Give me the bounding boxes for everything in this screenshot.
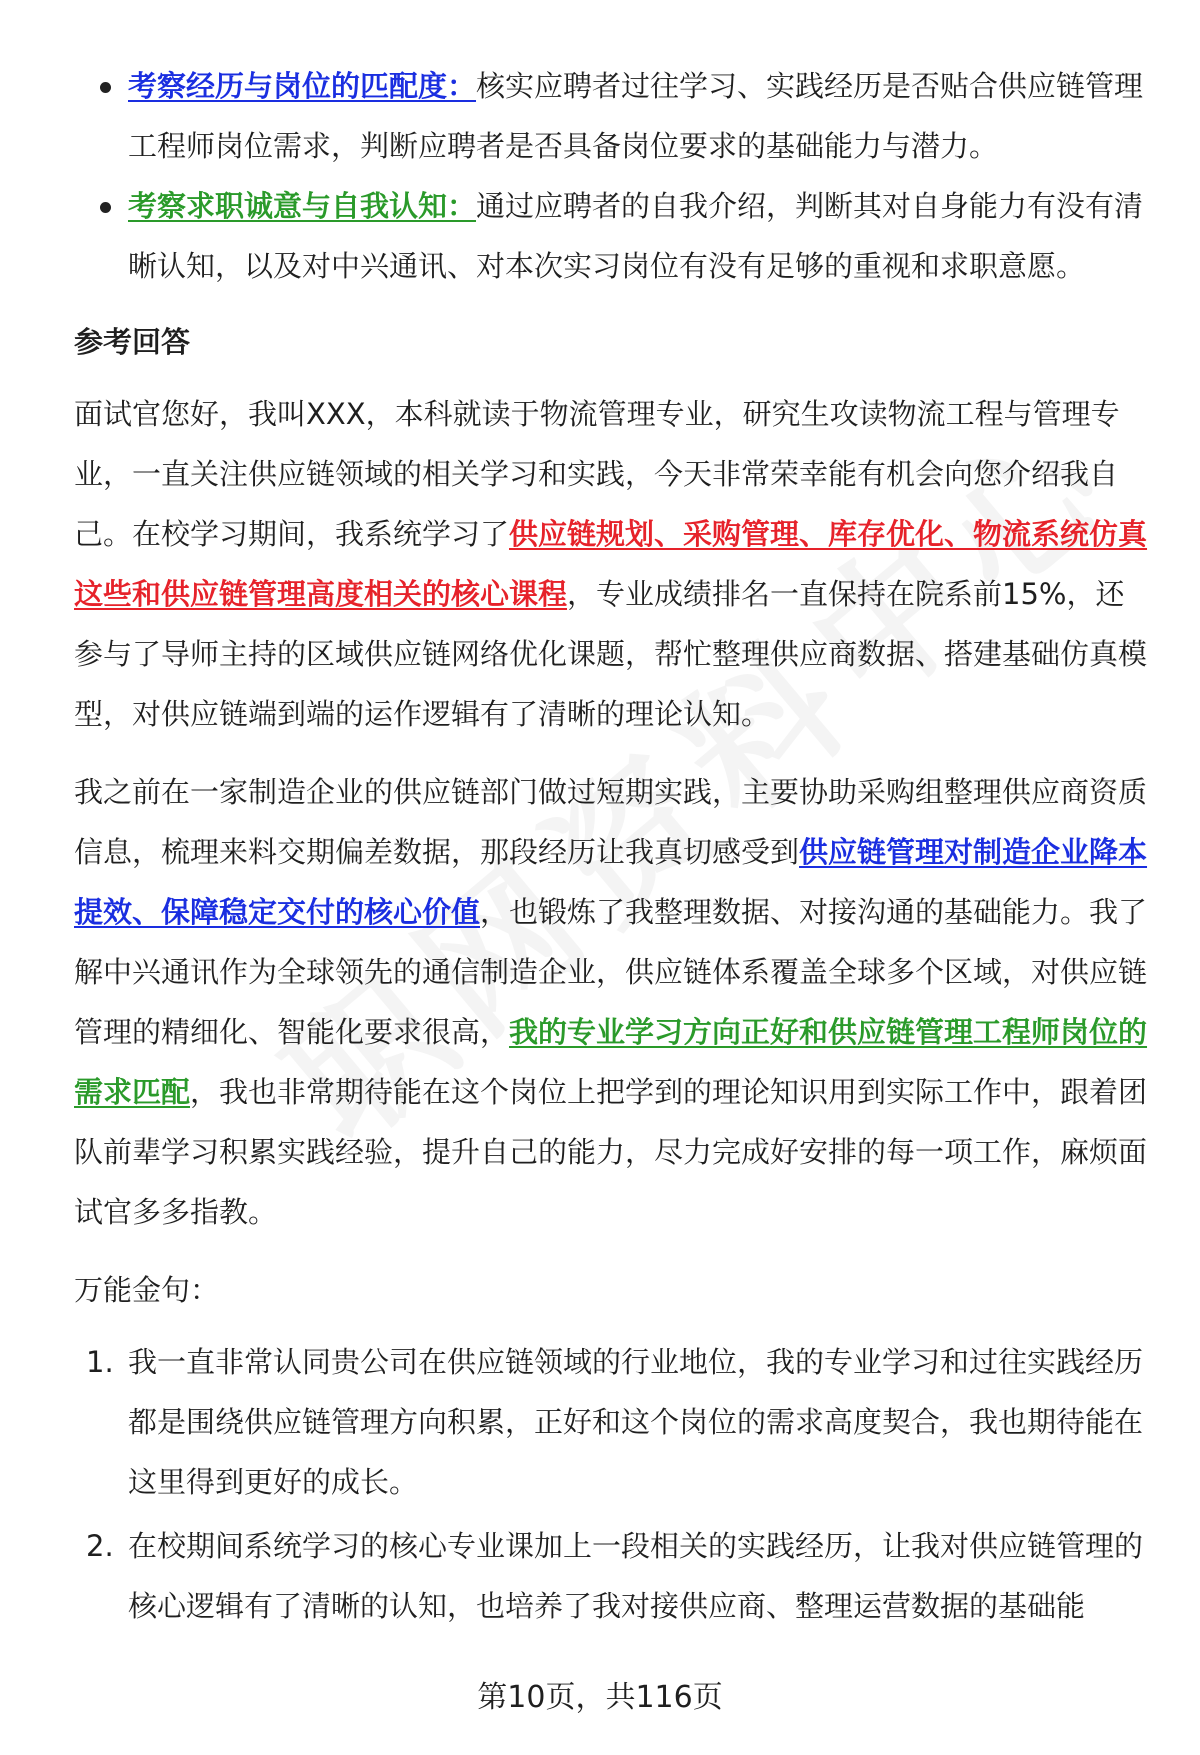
criteria-text: 通过应聘者的自我介绍，判断其对自身能力有没有清晰认知，以及对中兴通讯、对本次实习岗位有没有足够的重视和求职意愿。 — [128, 189, 1144, 283]
answer-paragraph-2 — [74, 762, 1149, 1242]
golden-list — [74, 1332, 1149, 1636]
highlight-text: 我的专业学习方向正好和供应链管理工程师岗位的需求匹配 — [74, 1015, 1148, 1109]
paragraph-text: ，专业成绩排名一直保持在院系前15%，还参与了导师主持的区域供应链网络优化课题，帮忙整理供应商数据、搭建基础仿真模型，对供应链端到端的运作逻辑有了清晰的理论认知。 — [74, 577, 1148, 731]
list-number: 2. — [86, 1529, 114, 1563]
list-item — [74, 56, 1149, 176]
criteria-list — [74, 56, 1149, 296]
list-text: 在校期间系统学习的核心专业课加上一段相关的实践经历，让我对供应链管理的核心逻辑有了清晰的认知，也培养了我对接供应商、整理运营数据的基础能 — [128, 1529, 1144, 1623]
highlight-text: 供应链管理对制造企业降本提效、保障稳定交付的核心价值 — [74, 835, 1148, 929]
page-footer: 第10页，共116页 — [477, 1680, 723, 1715]
document-page — [74, 56, 1149, 1640]
bullet-icon — [100, 202, 111, 213]
criteria-text: 核实应聘者过往学习、实践经历是否贴合供应链管理工程师岗位需求，判断应聘者是否具备岗位要求的基础能力与潜力。 — [128, 69, 1144, 163]
golden-heading: 万能金句： — [74, 1273, 220, 1307]
list-item — [74, 1516, 1149, 1636]
answer-heading: 参考回答 — [74, 325, 191, 359]
answer-paragraph-1 — [74, 384, 1149, 744]
list-number: 1. — [86, 1345, 114, 1379]
paragraph-text: 我之前在一家制造企业的供应链部门做过短期实践，主要协助采购组整理供应商资质信息，梳理来料交期偏差数据，那段经历让我真切感受到 — [74, 775, 1148, 869]
paragraph-text: ，我也非常期待能在这个岗位上把学到的理论知识用到实际工作中，跟着团队前辈学习积累实践经验，提升自己的能力，尽力完成好安排的每一项工作，麻烦面试官多多指教。 — [74, 1075, 1148, 1229]
list-item — [74, 1332, 1149, 1512]
list-text: 我一直非常认同贵公司在供应链领域的行业地位，我的专业学习和过往实践经历都是围绕供应链管理方向积累，正好和这个岗位的需求高度契合，我也期待能在这里得到更好的成长。 — [128, 1345, 1144, 1499]
paragraph-text: 面试官您好，我叫XXX，本科就读于物流管理专业，研究生攻读物流工程与管理专业，一直关注供应链领域的相关学习和实践，今天非常荣幸能有机会向您介绍我自己。在校学习期间，我系统学习了 — [74, 397, 1120, 551]
bullet-icon — [100, 82, 111, 93]
list-item — [74, 176, 1149, 296]
criteria-title: 考察求职诚意与自我认知： — [128, 189, 477, 223]
criteria-title: 考察经历与岗位的匹配度： — [128, 69, 477, 103]
paragraph-text: ，也锻炼了我整理数据、对接沟通的基础能力。我了解中兴通讯作为全球领先的通信制造企业，供应链体系覆盖全球多个区域，对供应链管理的精细化、智能化要求很高， — [74, 895, 1148, 1049]
highlight-text: 供应链规划、采购管理、库存优化、物流系统仿真这些和供应链管理高度相关的核心课程 — [74, 517, 1148, 611]
